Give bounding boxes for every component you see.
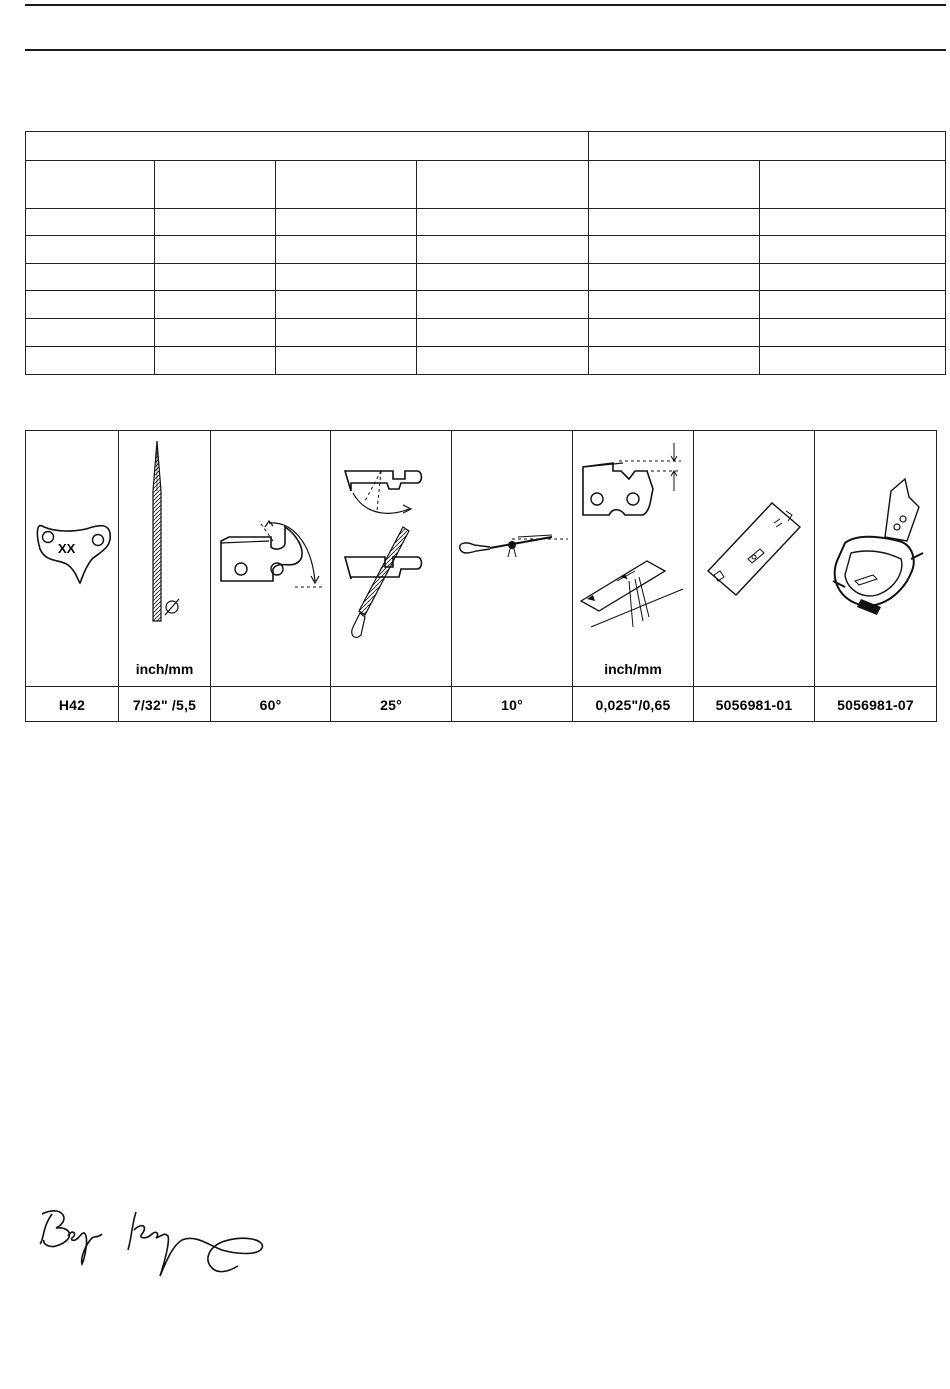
table-cell — [417, 236, 589, 264]
table-cell — [26, 319, 155, 347]
top-rule — [25, 4, 946, 6]
table-cell — [417, 161, 589, 209]
table-cell — [760, 347, 946, 375]
table-cell — [760, 264, 946, 291]
sharpening-data-table — [25, 430, 937, 722]
table-header-row-group — [26, 132, 946, 161]
table-row — [26, 264, 946, 291]
table-cell — [276, 264, 417, 291]
table-cell — [26, 291, 155, 319]
table-cell — [155, 319, 276, 347]
table-cell — [417, 264, 589, 291]
column-tilt-angle — [452, 431, 573, 721]
unit-label: inch/mm — [604, 661, 662, 677]
depth-gauge-setting-value: 0,025"/0,65 — [573, 686, 693, 722]
table-row — [26, 236, 946, 264]
table-cell — [589, 291, 760, 319]
table-cell — [155, 347, 276, 375]
table-cell — [26, 264, 155, 291]
table-cell — [155, 161, 276, 209]
filing-angle-icon — [331, 431, 451, 685]
cutter-link-icon — [26, 431, 118, 685]
table-cell — [760, 291, 946, 319]
table-cell — [276, 236, 417, 264]
round-file-icon — [119, 431, 210, 685]
handwritten-signature-icon — [32, 1200, 282, 1300]
unit-label: inch/mm — [135, 661, 194, 677]
table-header-row — [26, 161, 946, 209]
filing-angle-value: 25° — [331, 686, 451, 722]
table-cell — [760, 236, 946, 264]
file-holder-value: 5056981-07 — [815, 686, 936, 722]
table-cell — [276, 319, 417, 347]
table-cell — [155, 209, 276, 236]
table-cell — [26, 209, 155, 236]
table-row — [26, 209, 946, 236]
table-cell — [760, 319, 946, 347]
tilt-angle-value: 10° — [452, 686, 572, 722]
column-top-plate-angle — [211, 431, 331, 721]
table-cell — [26, 347, 155, 375]
bar-chain-combination-table — [25, 131, 946, 375]
table-cell — [589, 236, 760, 264]
column-file-diameter — [119, 431, 211, 721]
file-holder-icon — [815, 431, 936, 685]
column-depth-gauge-tool — [694, 431, 815, 721]
table-cell — [589, 319, 760, 347]
table-cell — [589, 161, 760, 209]
table-cell — [26, 161, 155, 209]
table-cell — [276, 161, 417, 209]
table-cell — [760, 161, 946, 209]
table-cell — [589, 264, 760, 291]
table-cell — [417, 347, 589, 375]
top-plate-angle-value: 60° — [211, 686, 330, 722]
table-cell — [155, 236, 276, 264]
depth-gauge-icon — [573, 431, 693, 685]
column-file-holder — [815, 431, 936, 721]
table-row — [26, 319, 946, 347]
table-header-cell-chain — [589, 132, 946, 161]
file-diameter-value: 7/32" /5,5 — [119, 686, 210, 722]
file-tilt-icon — [452, 431, 572, 685]
table-row — [26, 291, 946, 319]
header-rule — [25, 49, 946, 51]
gauge-plate-icon — [694, 431, 814, 685]
table-cell — [589, 209, 760, 236]
table-cell — [760, 209, 946, 236]
table-cell — [26, 236, 155, 264]
column-depth-gauge-setting — [573, 431, 694, 721]
table-cell — [589, 347, 760, 375]
chain-stamp-label: XX — [58, 541, 76, 556]
table-header-cell-bar — [26, 132, 589, 161]
chain-type-value: H42 — [26, 686, 118, 722]
column-chain-type — [26, 431, 119, 721]
table-cell — [276, 347, 417, 375]
table-row — [26, 347, 946, 375]
table-cell — [155, 264, 276, 291]
table-cell — [155, 291, 276, 319]
column-filing-angle — [331, 431, 452, 721]
depth-gauge-tool-value: 5056981-01 — [694, 686, 814, 722]
table-cell — [276, 291, 417, 319]
table-cell — [417, 319, 589, 347]
table-cell — [276, 209, 417, 236]
table-cell — [417, 291, 589, 319]
top-plate-angle-icon — [211, 431, 330, 685]
table-cell — [417, 209, 589, 236]
